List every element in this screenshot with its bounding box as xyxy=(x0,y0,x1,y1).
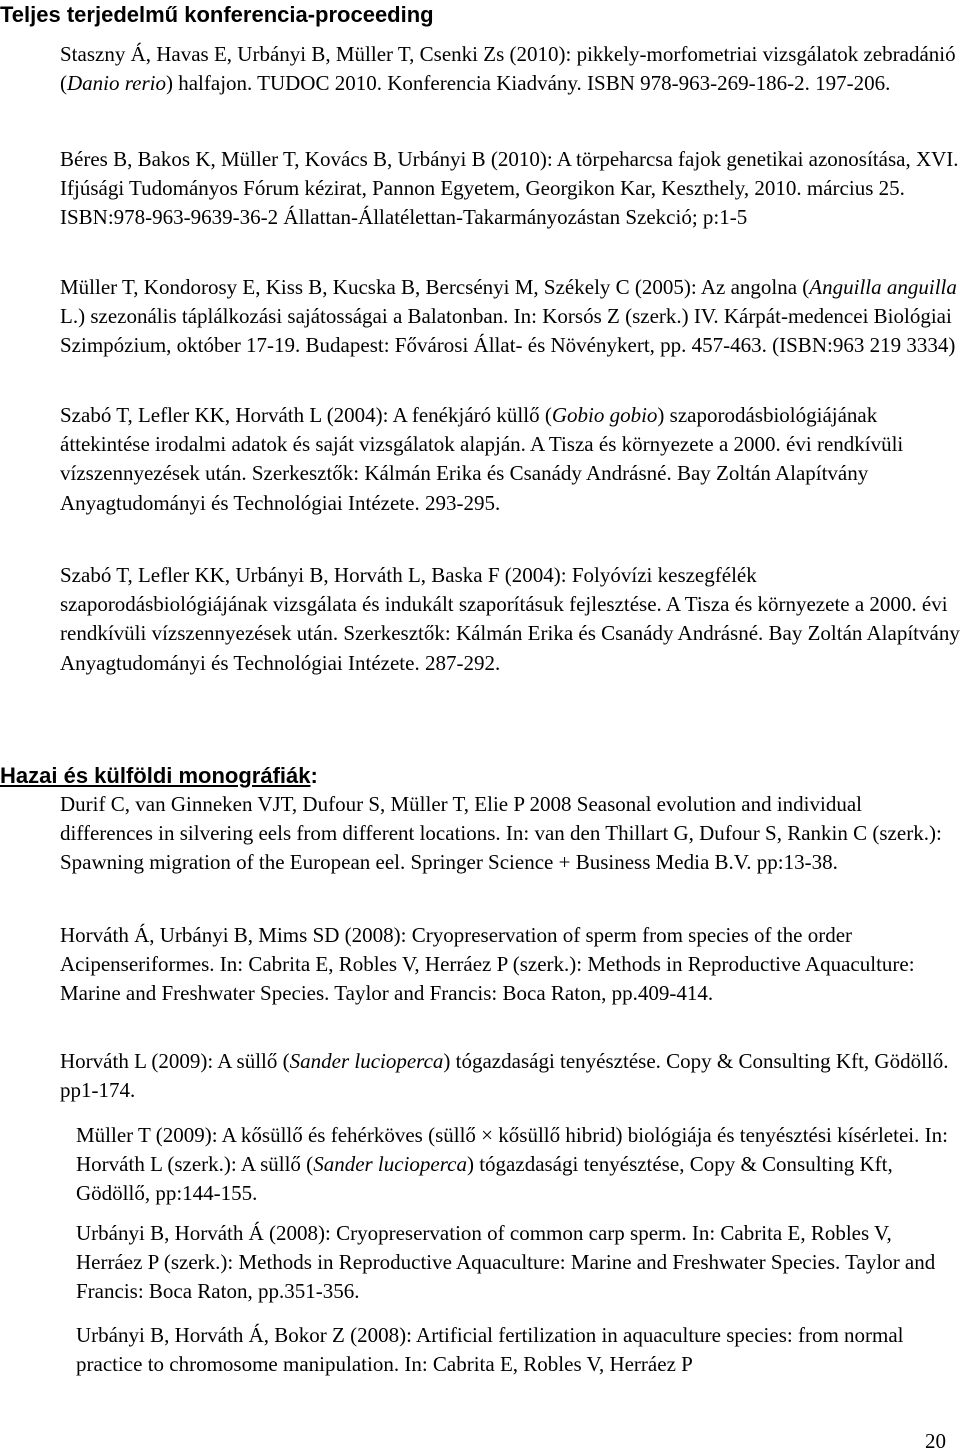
reference-text: ) tógazdasági tenyésztése, Copy & Consulting Kft, Gödöllő, pp:144-155. xyxy=(76,1152,893,1206)
species-name: Anguilla anguilla xyxy=(809,275,957,299)
reference-text: Béres B, Bakos K, Müller T, Kovács B, Urbányi B (2010): A törpeharcsa fajok genetikai azonosítása, XVI. Ifjúsági Tudományos Fórum kézirat, Pannon Egyetem, Georgikon Kar, Keszthely, 2010. március 25. ISBN:978-963-9639-36-2 Állattan-Állatélettan-Takarmányozástan Szekció; p:1-5 xyxy=(60,147,959,230)
reference-entry xyxy=(60,273,960,361)
reference-text: Durif C, van Ginneken VJT, Dufour S, Müller T, Elie P 2008 Seasonal evolution and individual differences in silvering eels from different locations. In: van den Thillart G, Dufour S, Rankin C (szerk.): Spawning migration of the European eel. Springer Science + Business Media B.V. pp:13-38. xyxy=(60,792,942,875)
species-name: Sander lucioperca xyxy=(289,1049,444,1073)
reference-entry xyxy=(76,1321,960,1379)
reference-entry xyxy=(60,401,960,518)
page-number: 20 xyxy=(925,1429,946,1453)
reference-text: Urbányi B, Horváth Á, Bokor Z (2008): Artificial fertilization in aquaculture species: from normal practice to chromosome manipulation. In: Cabrita E, Robles V, Herráez P xyxy=(76,1323,904,1377)
reference-entry xyxy=(60,145,960,233)
reference-entry xyxy=(60,40,960,98)
reference-text: Müller T, Kondorosy E, Kiss B, Kucska B, Bercsényi M, Székely C (2005): Az angolna ( xyxy=(60,275,810,299)
reference-entry xyxy=(60,790,960,878)
reference-entry xyxy=(60,921,960,1009)
reference-entry xyxy=(76,1121,960,1209)
section-heading-proceedings: Teljes terjedelmű konferencia-proceeding xyxy=(0,2,434,27)
reference-text: Urbányi B, Horváth Á (2008): Cryopreservation of common carp sperm. In: Cabrita E, Robles V, Herráez P (szerk.): Methods in Reproductive Aquaculture: Marine and Freshwater Species. Taylor and Francis: Boca Raton, pp.351-356. xyxy=(76,1221,936,1304)
section-heading-colon: : xyxy=(310,763,318,788)
reference-text: ) halfajon. TUDOC 2010. Konferencia Kiadvány. ISBN 978-963-269-186-2. 197-206. xyxy=(165,71,891,96)
reference-text: L.) szezonális táplálkozási sajátosságai a Balatonban. In: Korsós Z (szerk.) IV. Kárpát-medencei Biológiai Szimpózium, október 17-19. Budapest: Fővárosi Állat- és Növénykert, pp. 457-463. (ISBN:963 219 3334) xyxy=(60,304,956,358)
reference-text: ) tógazdasági tenyésztése. Copy & Consulting Kft, Gödöllő. pp1-174. xyxy=(60,1049,949,1103)
reference-text: Staszny Á, Havas E, Urbányi B, Müller T, Csenki Zs (2010): pikkely-morfometriai vizsgálatok zebradánió ( xyxy=(60,42,956,96)
reference-entry xyxy=(60,1047,960,1105)
reference-text: Szabó T, Lefler KK, Urbányi B, Horváth L, Baska F (2004): Folyóvízi keszegfélék szaporodásbiológiájának vizsgálata és indukált szaporításuk fejlesztése. A Tisza és környezete a 2000. évi rendkívüli vízszennyezések után. Szerkesztők: Kálmán Erika és Csanády Andrásné. Bay Zoltán Alapítvány Anyagtudományi és Technológiai Intézete. 287-292. xyxy=(60,563,960,675)
section-heading-text: Hazai és külföldi monográfiák xyxy=(0,763,311,788)
reference-entry xyxy=(76,1219,960,1307)
species-name: Danio rerio xyxy=(67,71,166,96)
reference-entry xyxy=(60,561,960,678)
reference-text: Horváth Á, Urbányi B, Mims SD (2008): Cryopreservation of sperm from species of the order Acipenseriformes. In: Cabrita E, Robles V, Herráez P (szerk.): Methods in Reproductive Aquaculture: Marine and Freshwater Species. Taylor and Francis: Boca Raton, pp.409-414. xyxy=(60,923,915,1006)
section-heading-monographs xyxy=(0,762,318,790)
reference-text: Müller T (2009): A kősüllő és fehérköves (süllő × kősüllő hibrid) biológiája és tenyésztési kísérletei. In: Horváth L (szerk.): A süllő ( xyxy=(76,1123,948,1177)
reference-text: Horváth L (2009): A süllő ( xyxy=(60,1049,290,1073)
reference-text: Szabó T, Lefler KK, Horváth L (2004): A fenékjáró küllő ( xyxy=(60,403,552,427)
species-name: Gobio gobio xyxy=(551,403,658,427)
species-name: Sander lucioperca xyxy=(313,1152,467,1177)
reference-text: ) szaporodásbiológiájának áttekintése irodalmi adatok és saját vizsgálatok alapján. A Tisza és környezete a 2000. évi rendkívüli vízszennyezések után. Szerkesztők: Kálmán Erika és Csanády Andrásné. Bay Zoltán Alapítvány Anyagtudományi és Technológiai Intézete. 293-295. xyxy=(60,403,904,515)
